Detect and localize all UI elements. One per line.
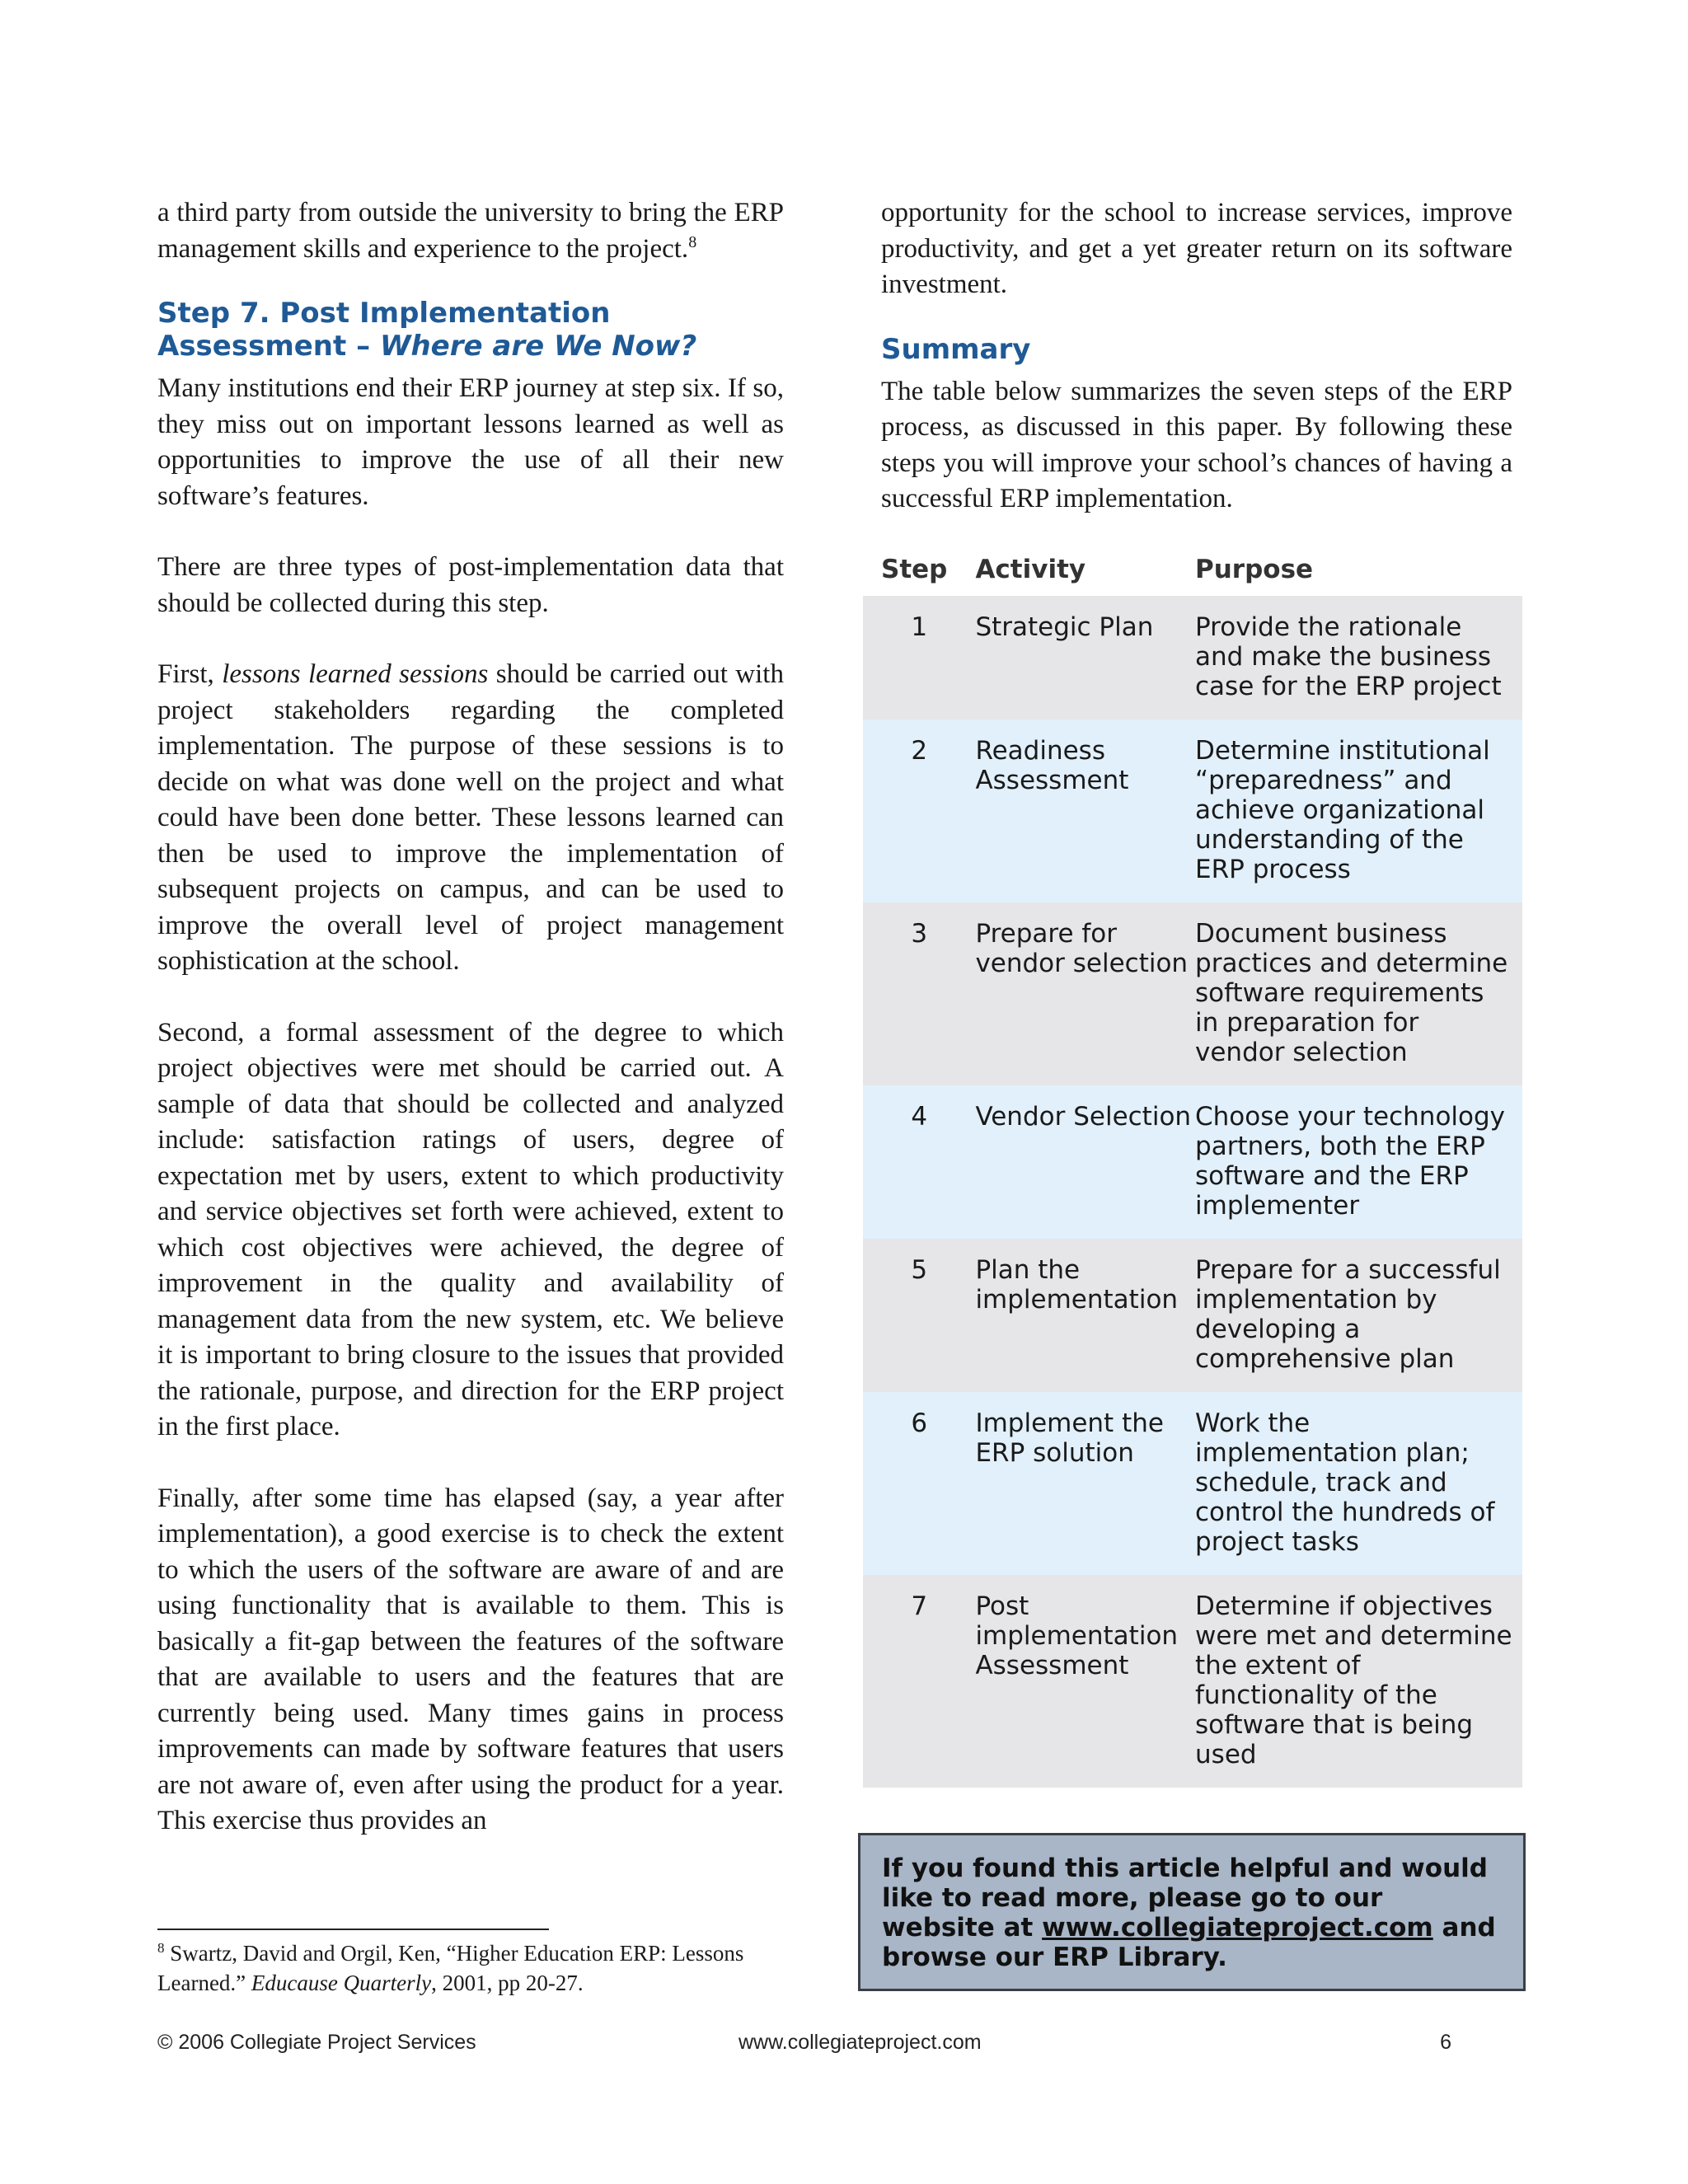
cell-purpose: Determine if objectives were met and determine the extent of functionality of the software that is being used [1195,1575,1522,1788]
header-step: Step [863,548,975,596]
summary-paragraph: The table below summarizes the seven steps of the ERP process, as discussed in this paper. By following these steps you will improve your school’s chances of having a successful ERP implementation. [881,376,1512,513]
paragraph-formal-assessment: Second, a formal assessment of the degree to which project objectives were met should be carried out. A sample of data that should be collected and analyzed include: satisfaction ratings of users, degree of expectation met by users, extent to which productivity and service objectives set forth were achieved, extent to which cost objectives were achieved, the degree of improvement in the quality and availability of management data from the new system, etc. We believe it is important to bring closure to the issues that provided the rationale, purpose, and direction for the ERP project in the first place. [157,1017,784,1441]
footnote-number: 8 [157,1940,165,1956]
cell-step: 6 [863,1392,975,1575]
footnote-reference[interactable]: 8 [688,232,697,251]
paragraph-finally: Finally, after some time has elapsed (say, a year after implementation), a good exercise is to check the extent to which the users of the software are aware of and are using functionality that is available to them. This is basically a fit-gap between the features of the software that are available to users and the features that are currently being used. Many times gains in process improvements can made by software features that users are not aware of, even after using the product for a year. This exercise thus provides an [157,1483,784,1835]
footer-url: www.collegiateproject.com [738,2031,982,2054]
right-intro-paragraph: opportunity for the school to increase services, improve productivity, and get a yet greater return on its software investment. [881,198,1512,299]
table-header-row [863,548,1522,596]
right-column [881,195,1512,553]
footnote-text: Swartz, David and Orgil, Ken, “Higher Education ERP: Lessons Learned.” [157,1941,744,1995]
left-intro-text: a third party from outside the university to bring the ERP management skills and experience to the project. [157,198,784,264]
cell-purpose: Provide the rationale and make the business case for the ERP project [1195,596,1522,719]
cell-purpose: Document business practices and determine software requirements in preparation for vendor selection [1195,902,1522,1085]
table-row [863,719,1522,902]
footnote-divider [157,1929,549,1930]
p3-italic: lessons learned sessions [222,659,489,689]
table-row [863,902,1522,1085]
cta-text-end: and browse our ERP Library. [882,1913,1496,1972]
website-link[interactable]: www.collegiateproject.com [1042,1913,1433,1943]
p3-rest: should be carried out with project stakeholders regarding the completed implementation. The purpose of these sessions is to decide on what was done well on the project and what could have been done better. These lessons learned can then be used to improve the implementation of subsequent projects on campus, and can be used to improve the overall level of project management sophistication at the school. [157,659,784,976]
table-row [863,1239,1522,1392]
cell-step: 3 [863,902,975,1085]
left-column [157,195,784,1875]
step7-heading-line1: Step 7. Post Implementation [157,297,611,330]
cell-activity: Prepare for vendor selection [975,902,1195,1085]
footnote [157,1938,784,1998]
header-activity: Activity [975,548,1195,596]
cell-activity: Vendor Selection [975,1085,1195,1239]
cell-purpose: Determine institutional “preparedness” and achieve organizational understanding of the ERP process [1195,719,1522,902]
table-row [863,1575,1522,1788]
cell-step: 2 [863,719,975,902]
page-number: 6 [1440,2031,1451,2054]
cta-text: If you found this article helpful and would like to read more, please go to our website at [882,1854,1488,1943]
cell-purpose: Choose your technology partners, both the ERP software and the ERP implementer [1195,1085,1522,1239]
cell-step: 7 [863,1575,975,1788]
cell-purpose: Prepare for a successful implementation by developing a comprehensive plan [1195,1239,1522,1392]
step7-heading [157,297,784,363]
cell-activity: Readiness Assessment [975,719,1195,902]
paragraph-lessons-learned [157,657,784,980]
paragraph-three-types: There are three types of post-implementation data that should be collected during this step. [157,552,784,618]
table-row [863,1392,1522,1575]
cell-step: 1 [863,596,975,719]
summary-heading: Summary [881,332,1031,366]
paragraph-step-six: Many institutions end their ERP journey at step six. If so, they miss out on important lessons learned as well as opportunities to improve the use of all their new software’s features. [157,373,784,511]
erp-steps-table [863,548,1522,1788]
cell-step: 4 [863,1085,975,1239]
cell-step: 5 [863,1239,975,1392]
p3-start: First, [157,659,223,689]
cell-activity: Plan the implementation [975,1239,1195,1392]
left-intro-paragraph [157,195,784,267]
cell-activity: Implement the ERP solution [975,1392,1195,1575]
header-purpose: Purpose [1195,548,1522,596]
footnote-journal: Educause Quarterly [251,1971,432,1995]
cell-purpose: Work the implementation plan; schedule, track and control the hundreds of project tasks [1195,1392,1522,1575]
table-row [863,1085,1522,1239]
cell-activity: Strategic Plan [975,596,1195,719]
table-row [863,596,1522,719]
cell-activity: Post implementation Assessment [975,1575,1195,1788]
page-footer [157,2031,1451,2064]
footnote-text-after: , 2001, pp 20-27. [431,1971,584,1995]
call-to-action-box [858,1833,1526,1991]
footer-copyright: © 2006 Collegiate Project Services [157,2031,476,2054]
step7-heading-italic: Where are We Now? [379,330,697,363]
step7-heading-prefix: Assessment – [157,330,380,363]
